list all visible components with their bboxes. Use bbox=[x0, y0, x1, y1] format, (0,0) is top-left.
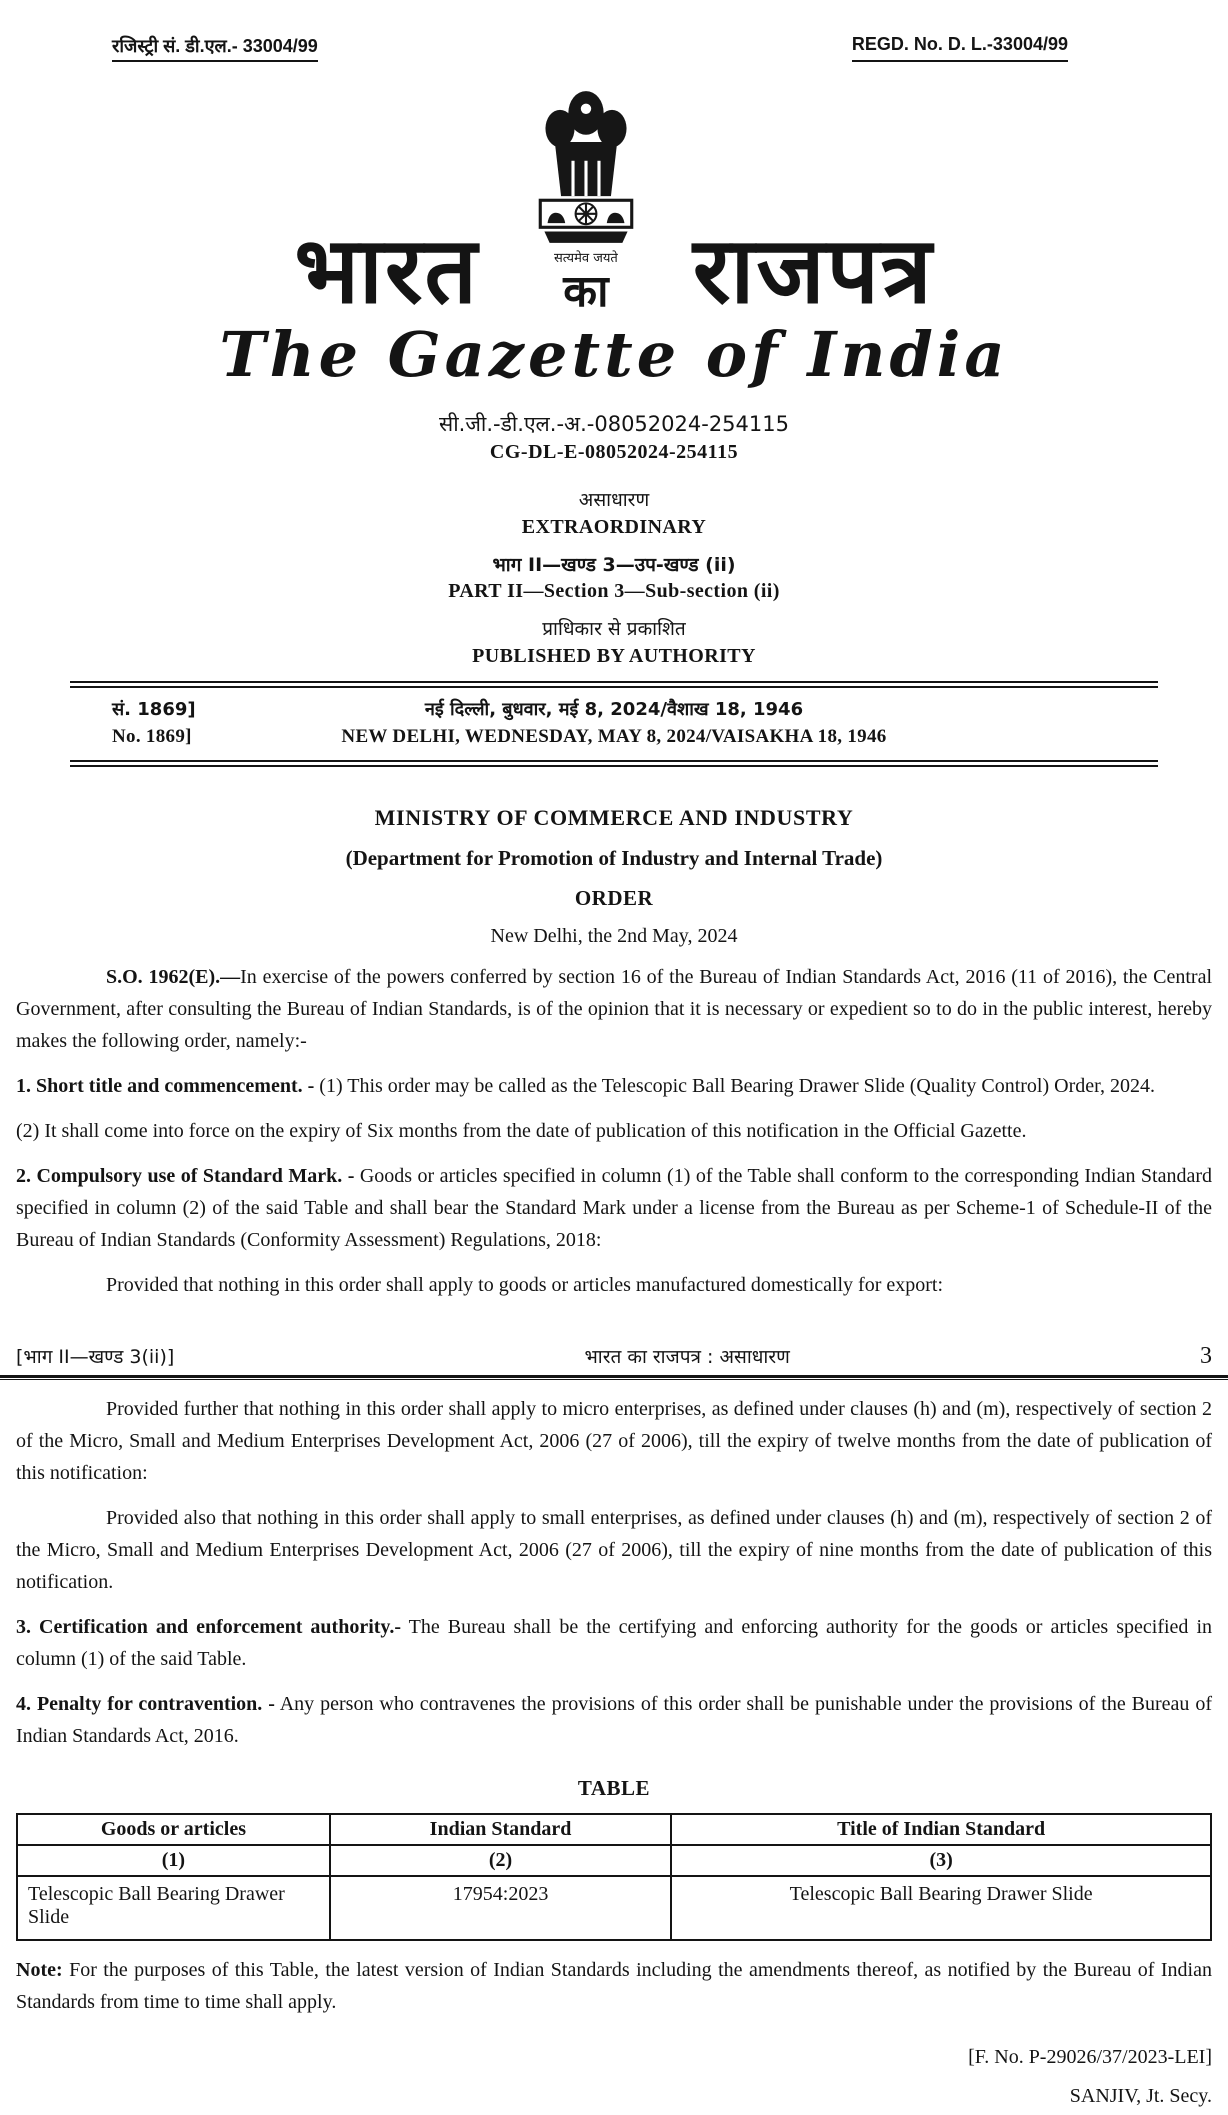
page2-header-band bbox=[0, 1343, 1228, 1370]
issue-band bbox=[0, 681, 1228, 767]
table-heading: TABLE bbox=[577, 1775, 651, 1800]
proviso-1: Provided that nothing in this order shall apply to goods or articles manufactured domestically for export: bbox=[106, 1273, 944, 1296]
ministry-title: MINISTRY OF COMMERCE AND INDUSTRY bbox=[374, 804, 854, 830]
publication-block bbox=[0, 488, 1228, 669]
national-emblem-icon bbox=[522, 88, 650, 246]
order-place-date: New Delhi, the 2nd May, 2024 bbox=[490, 924, 738, 947]
so-paragraph bbox=[16, 961, 1212, 1057]
issue-row-english bbox=[0, 723, 1228, 750]
part-section-english: PART II—Section 3—Sub-section (ii) bbox=[448, 580, 780, 603]
issue-row-hindi bbox=[0, 696, 1228, 723]
page2-double-rule bbox=[0, 1375, 1228, 1380]
section-4-heading: 4. Penalty for contravention. - bbox=[16, 1692, 275, 1715]
section-1-heading: 1. Short title and commencement. - bbox=[16, 1074, 315, 1097]
section-2-text: Goods or articles specified in column (1) of the Table shall conform to the corresponding Indian Standard specified in column (2) of the said Table and shall bear the Standard Mark under a license from the Bureau as per Scheme-1 of Schedule-II of the Bureau of Indian Standards (Conformity Assessment) Regulations, 2018: bbox=[16, 1164, 1213, 1251]
extraordinary-hindi: असाधारण bbox=[578, 489, 650, 511]
cell-goods: Telescopic Ball Bearing Drawer Slide bbox=[17, 1876, 330, 1940]
extraordinary-pair bbox=[0, 488, 1228, 540]
registration-number-hindi: रजिस्ट्री सं. डी.एल.- 33004/99 bbox=[112, 34, 318, 62]
registration-row bbox=[0, 34, 1228, 62]
cell-standard: 17954:2023 bbox=[330, 1876, 671, 1940]
issue-number-english: No. 1869] bbox=[112, 725, 192, 747]
section-1-text: (1) This order may be called as the Telescopic Ball Bearing Drawer Slide (Quality Control) Order, 2024. bbox=[314, 1074, 1155, 1097]
cg-dl-number-hindi: सी.जी.-डी.एल.-अ.-08052024-254115 bbox=[439, 412, 789, 436]
so-number: S.O. 1962(E).— bbox=[106, 965, 241, 988]
section-4-text: Any person who contravenes the provisions of this order shall be punishable under the provisions of the Bureau of Indian Standards Act, 2016. bbox=[16, 1692, 1212, 1747]
standards-table bbox=[16, 1813, 1212, 1941]
col-number-3: (3) bbox=[671, 1845, 1211, 1876]
section-1-paragraph bbox=[16, 1070, 1212, 1102]
page2-part-label: [भाग II—खण्ड 3(ii)] bbox=[16, 1345, 175, 1368]
order-body-page2 bbox=[0, 1393, 1228, 1752]
col-number-2: (2) bbox=[330, 1845, 671, 1876]
col-header-goods: Goods or articles bbox=[17, 1814, 330, 1845]
cell-title: Telescopic Ball Bearing Drawer Slide bbox=[671, 1876, 1211, 1940]
extraordinary-english: EXTRAORDINARY bbox=[521, 515, 707, 538]
masthead-hindi-left: भारत bbox=[294, 216, 479, 324]
registration-number-english: REGD. No. D. L.-33004/99 bbox=[852, 34, 1068, 62]
order-body-page1 bbox=[0, 961, 1228, 1301]
part-section-pair bbox=[0, 553, 1228, 605]
ministry-block bbox=[0, 805, 1228, 948]
section-4-paragraph bbox=[16, 1688, 1212, 1752]
authority-hindi: प्राधिकार से प्रकाशित bbox=[542, 618, 686, 641]
proviso-2: Provided further that nothing in this order shall apply to micro enterprises, as defined under clauses (h) and (m), respectively of section 2 of the Micro, Small and Medium Enterprises Development Act, 2006 (27 of 2006), till the expiry of twelve months from the date of publication of this notification: bbox=[16, 1397, 1212, 1484]
section-1-clause-2: (2) It shall come into force on the expiry of Six months from the date of publication of this notification in the Official Gazette. bbox=[16, 1119, 1027, 1142]
signatory: SANJIV, Jt. Secy. bbox=[1069, 2084, 1212, 2107]
section-2-paragraph bbox=[16, 1160, 1212, 1256]
gazette-english-title: The Gazette of India bbox=[219, 318, 1009, 391]
masthead bbox=[0, 88, 1228, 324]
so-text: In exercise of the powers conferred by section 16 of the Bureau of Indian Standards Act, 2016 (11 of 2016), the Central Government, after consulting the Bureau of Indian Standards, is of the opinion that it is necessary or expedient so to do in the public interest, hereby makes the following order, namely:- bbox=[16, 965, 1212, 1052]
order-heading: ORDER bbox=[574, 885, 654, 910]
cg-dl-number-english: CG-DL-E-08052024-254115 bbox=[489, 441, 739, 463]
col-header-title: Title of Indian Standard bbox=[671, 1814, 1211, 1845]
note-paragraph bbox=[16, 1954, 1212, 2018]
issue-date-english: NEW DELHI, WEDNESDAY, MAY 8, 2024/VAISAKHA 18, 1946 bbox=[341, 725, 887, 747]
section-3-heading: 3. Certification and enforcement authority.- bbox=[16, 1615, 401, 1638]
department-title: (Department for Promotion of Industry and Internal Trade) bbox=[345, 845, 883, 870]
table-header-row bbox=[17, 1814, 1211, 1845]
page-number: 3 bbox=[1200, 1342, 1212, 1369]
masthead-hindi-right: राजपत्र bbox=[692, 216, 934, 324]
table-row bbox=[17, 1876, 1211, 1940]
col-header-standard: Indian Standard bbox=[330, 1814, 671, 1845]
col-number-1: (1) bbox=[17, 1845, 330, 1876]
note-text: For the purposes of this Table, the latest version of Indian Standards including the amendments thereof, as notified by the Bureau of Indian Standards from time to time shall apply. bbox=[16, 1958, 1212, 2013]
emblem-motto: सत्यमेव जयते bbox=[553, 251, 618, 266]
section-3-paragraph bbox=[16, 1611, 1212, 1675]
issue-rows bbox=[0, 688, 1228, 760]
note-label: Note: bbox=[16, 1958, 63, 1981]
masthead-hindi-middle: का bbox=[563, 266, 609, 317]
issue-date-hindi: नई दिल्ली, बुधवार, मई 8, 2024/वैशाख 18, 1946 bbox=[424, 698, 804, 720]
cg-dl-numbers bbox=[0, 410, 1228, 464]
top-double-rule bbox=[70, 681, 1158, 688]
issue-number-hindi: सं. 1869] bbox=[112, 698, 196, 720]
section-3-text: The Bureau shall be the certifying and enforcing authority for the goods or articles specified in column (1) of the said Table. bbox=[16, 1615, 1212, 1670]
authority-english: PUBLISHED BY AUTHORITY bbox=[472, 644, 756, 667]
part-section-hindi: भाग II—खण्ड 3—उप-खण्ड (ii) bbox=[492, 553, 736, 576]
authority-pair bbox=[0, 617, 1228, 669]
table-colnum-row bbox=[17, 1845, 1211, 1876]
footer-block bbox=[0, 1954, 1228, 2018]
page2-center-title: भारत का राजपत्र : असाधारण bbox=[584, 1345, 790, 1368]
file-number: [F. No. P-29026/37/2023-LEI] bbox=[968, 2045, 1212, 2068]
emblem-column bbox=[501, 88, 671, 317]
bottom-double-rule bbox=[70, 760, 1158, 767]
proviso-3: Provided also that nothing in this order shall apply to small enterprises, as defined under clauses (h) and (m), respectively of section 2 of the Micro, Small and Medium Enterprises Development Act, 2006 (27 of 2006), till the expiry of nine months from the date of publication of this notification. bbox=[16, 1506, 1212, 1593]
section-2-heading: 2. Compulsory use of Standard Mark. - bbox=[16, 1164, 355, 1187]
